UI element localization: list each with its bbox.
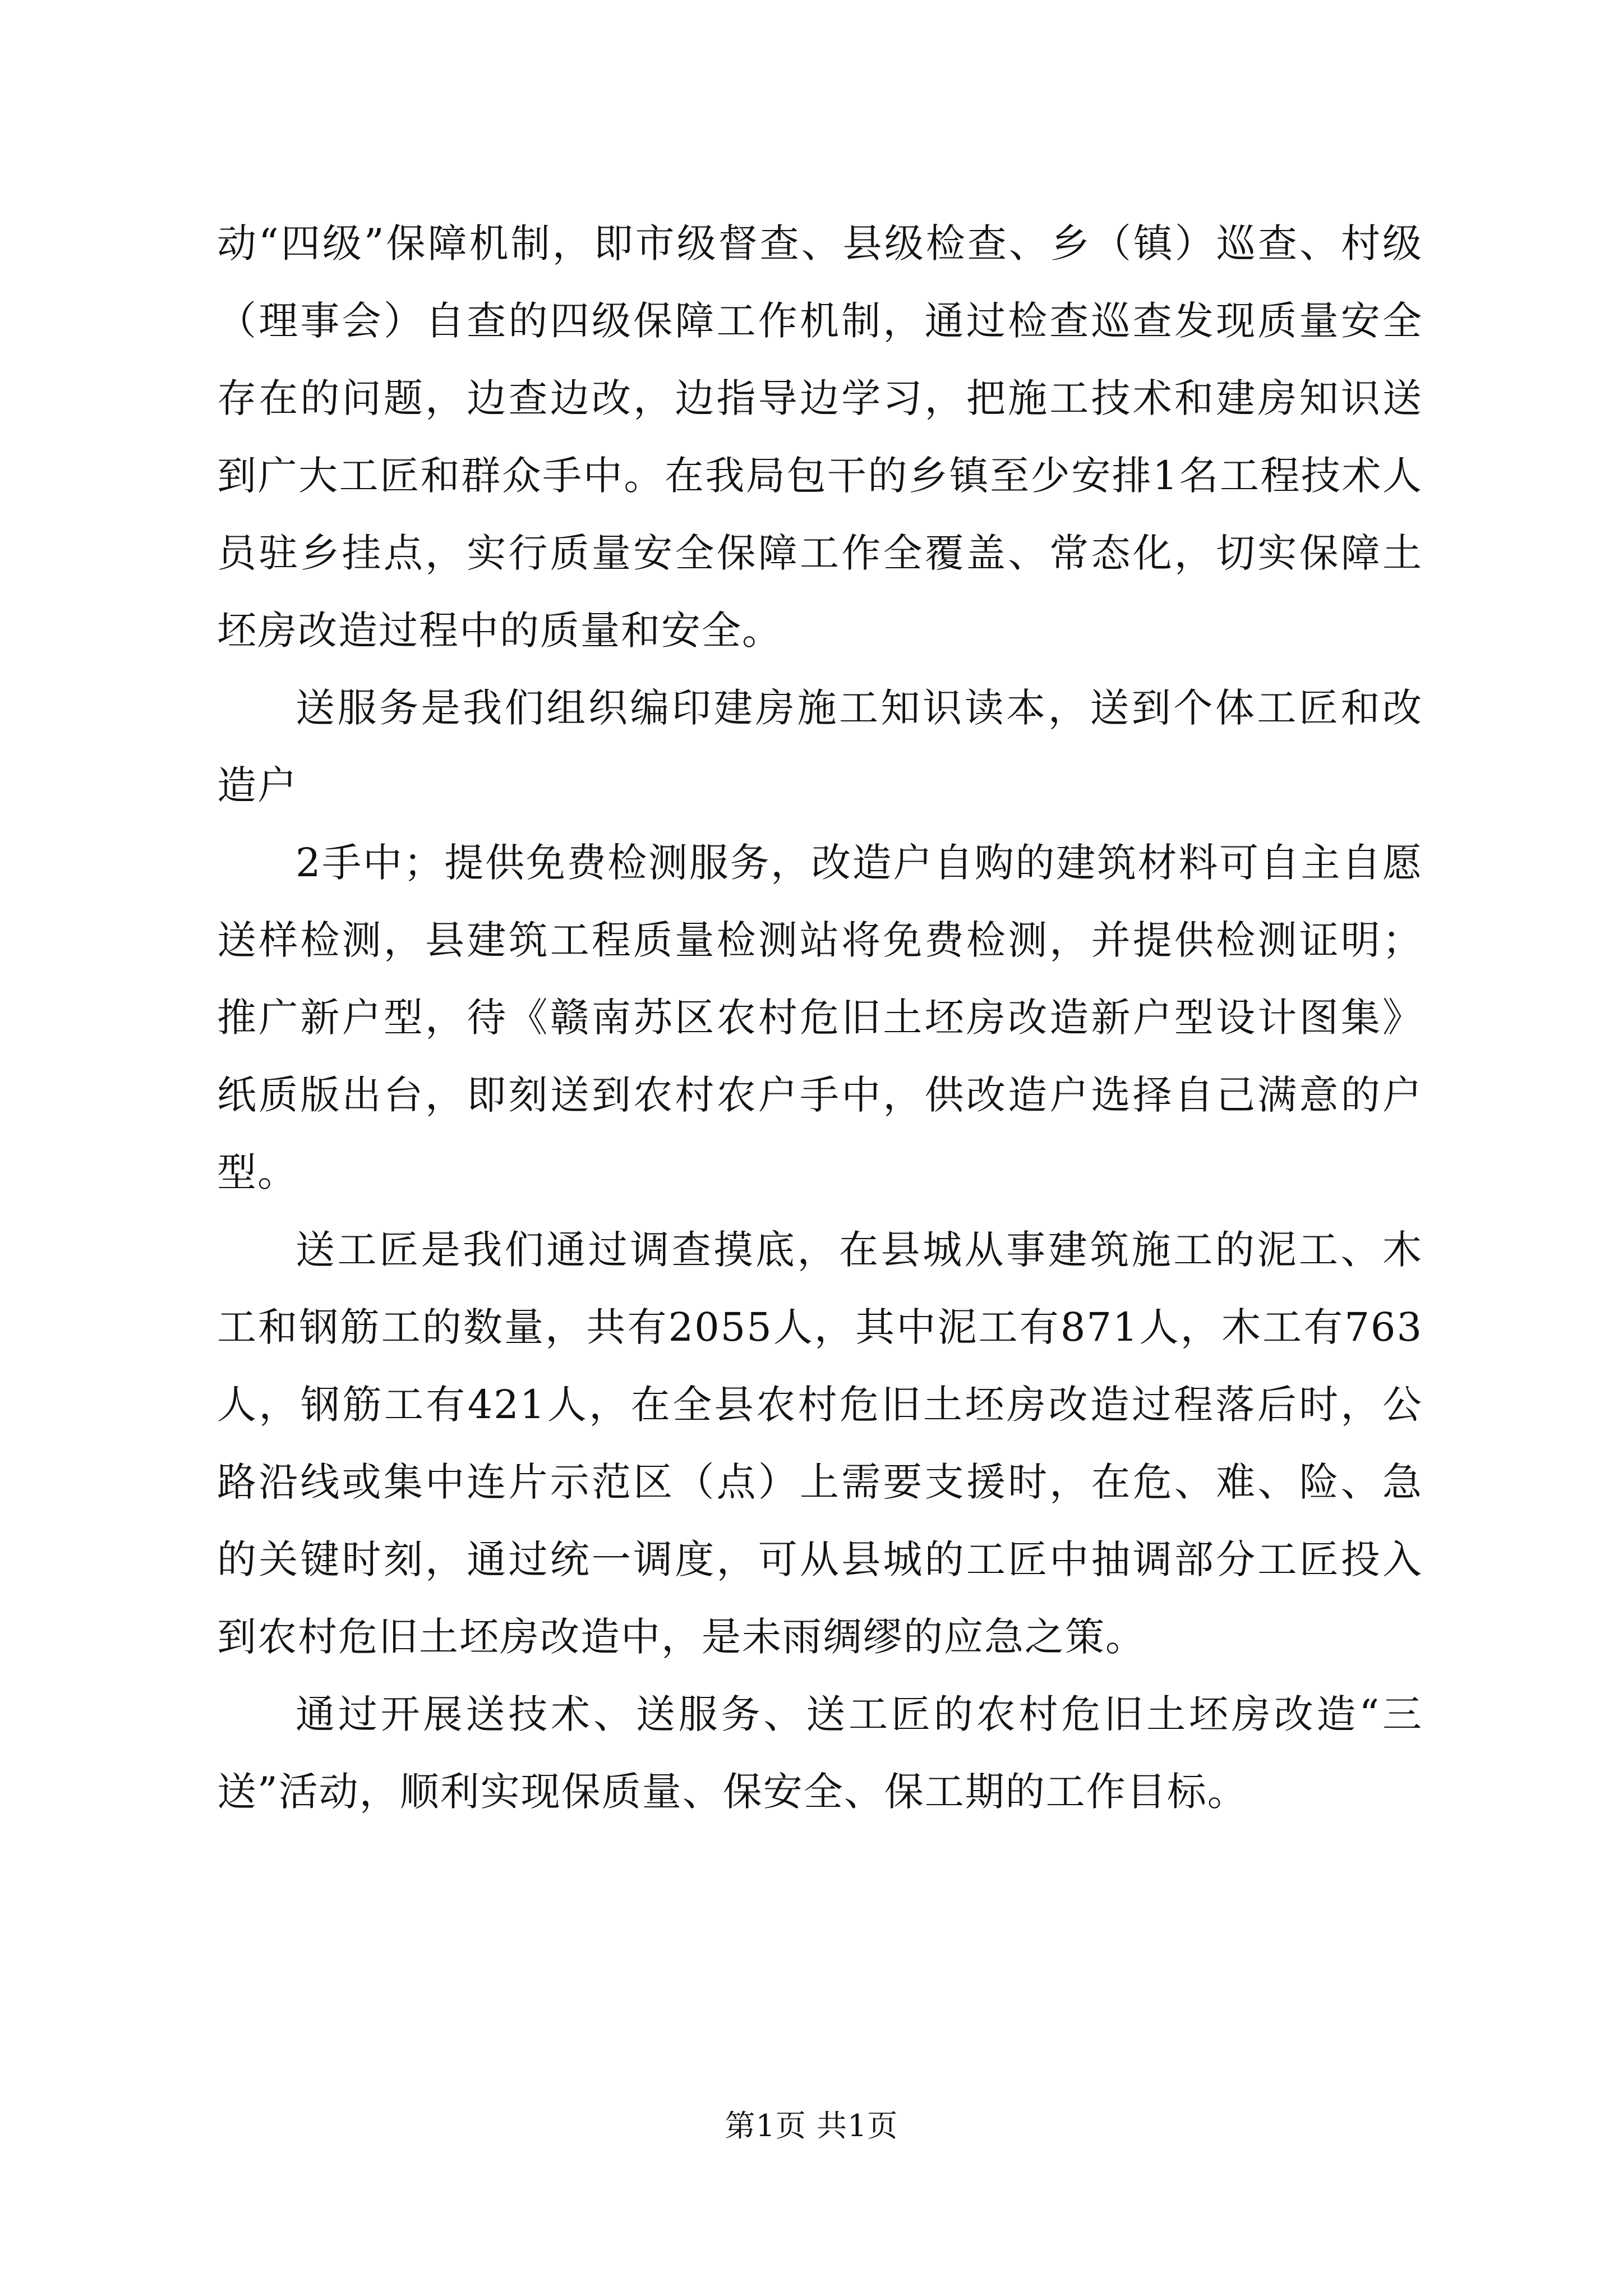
paragraph-1: 动“四级”保障机制，即市级督查、县级检查、乡（镇）巡查、村级（理事会）自查的四级保障工作机制，通过检查巡查发现质量安全存在的问题，边查边改，边指导边学习，把施工技术和建房知识送到广大工匠和群众手中。在我局包干的乡镇至少安排1名工程技术人员驻乡挂点，实行质量安全保障工作全覆盖、常态化，切实保障土坯房改造过程中的质量和安全。 <box>217 220 1423 654</box>
paragraph-5: 通过开展送技术、送服务、送工匠的农村危旧土坯房改造“三送”活动，顺利实现保质量、保安全、保工期的工作目标。 <box>217 1691 1423 1815</box>
paragraph-4: 送工匠是我们通过调查摸底，在县城从事建筑施工的泥工、木工和钢筋工的数量，共有2055人，其中泥工有871人，木工有763人，钢筋工有421人，在全县农村危旧土坯房改造过程落后时，公路沿线或集中连片示范区（点）上需要支援时，在危、难、险、急的关键时刻，通过统一调度，可从县城的工匠中抽调部分工匠投入到农村危旧土坯房改造中，是未雨绸缪的应急之策。 <box>217 1227 1423 1660</box>
paragraph-2: 送服务是我们组织编印建房施工知识读本，送到个体工匠和改造户 <box>217 685 1423 808</box>
document-body <box>217 205 1423 1830</box>
page-footer <box>0 2106 1623 2146</box>
paragraph-3: 2手中；提供免费检测服务，改造户自购的建筑材料可自主自愿送样检测，县建筑工程质量检测站将免费检测，并提供检测证明；推广新户型，待《赣南苏区农村危旧土坯房改造新户型设计图集》纸质版出台，即刻送到农村农户手中，供改造户选择自己满意的户型。 <box>217 840 1423 1195</box>
page-number-label: 第1页 共1页 <box>725 2108 898 2143</box>
